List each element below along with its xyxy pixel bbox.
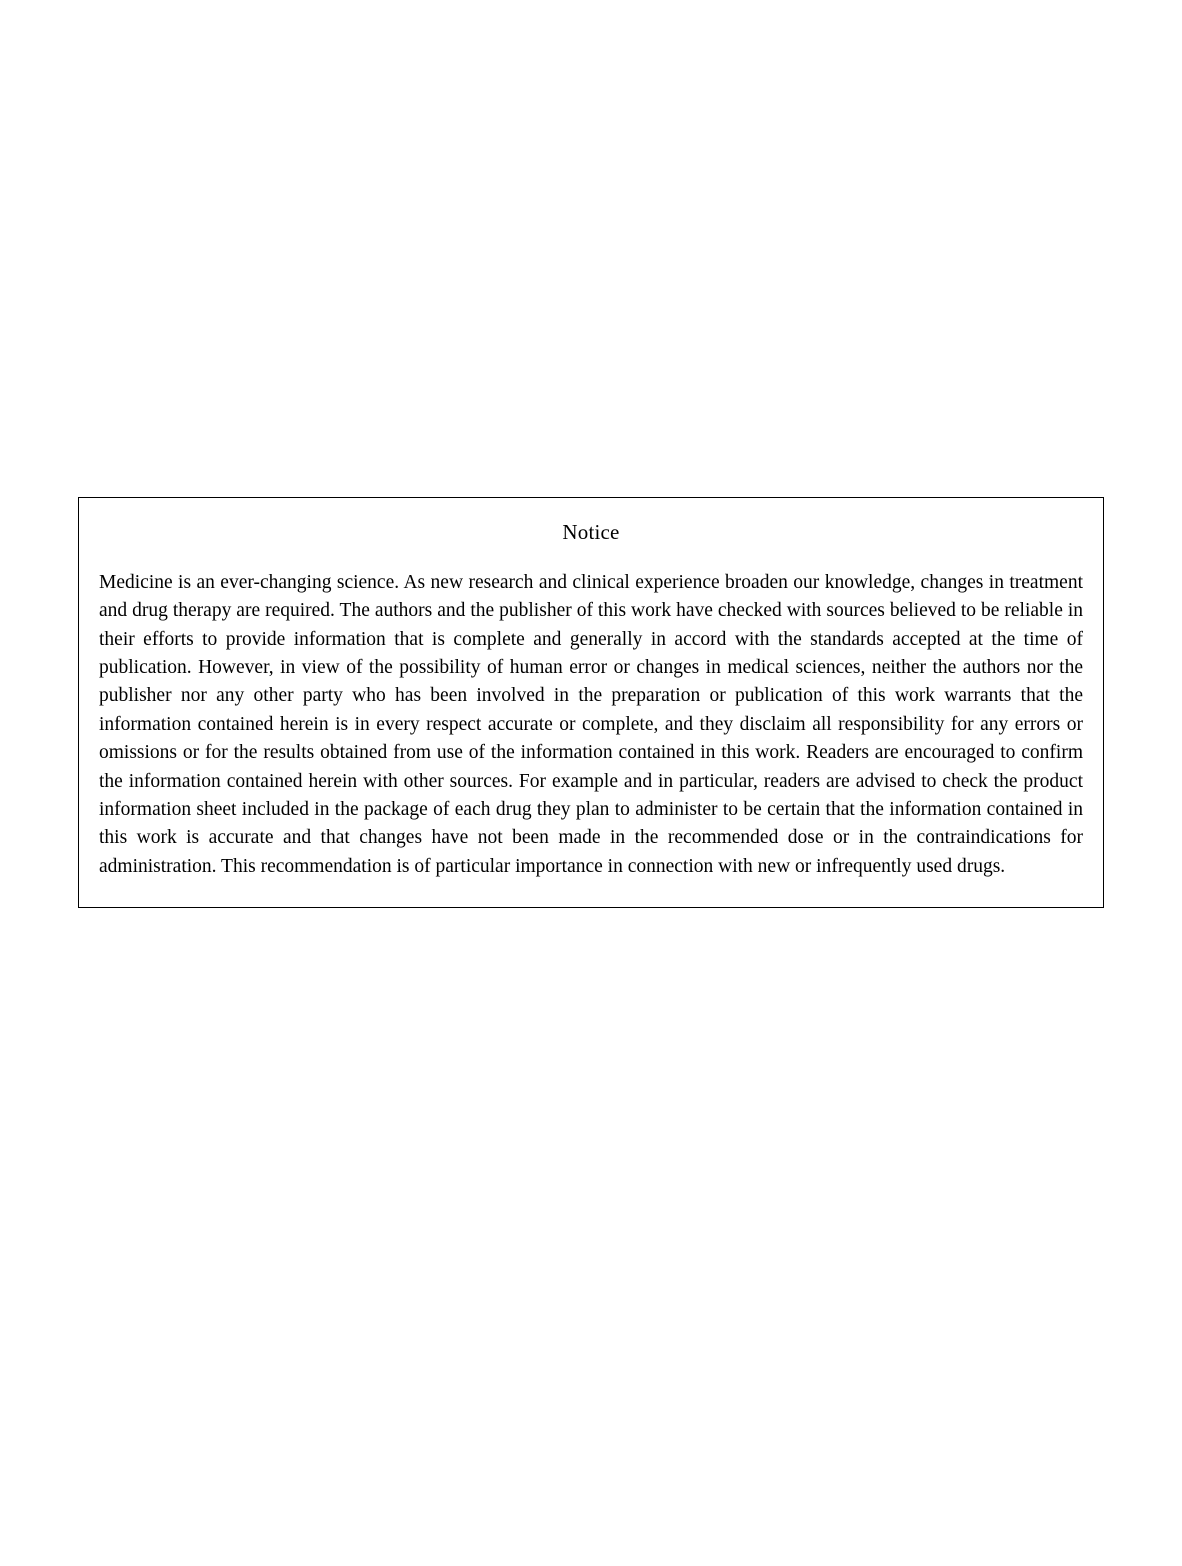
notice-body-text: Medicine is an ever-changing science. As new research and clinical experience broaden our knowledge, changes in treatment and drug therapy are required. The authors and the publisher of this work have checked with sources believed to be reliable in their efforts to provide information that is complete and generally in accord with the standards accepted at the time of publication. However, in view of the possibility of human error or changes in medical sciences, neither the authors nor the publisher nor any other party who has been involved in the preparation or publication of this work warrants that the information contained herein is in every respect accurate or complete, and they disclaim all responsibility for any errors or omissions or for the results obtained from use of the information contained in this work. Readers are encouraged to confirm the information contained herein with other sources. For example and in particular, readers are advised to check the product information sheet included in the package of each drug they plan to administer to be certain that the information contained in this work is accurate and that changes have not been made in the recommended dose or in the contraindications for administration. This recommendation is of particular importance in connection with new or infrequently used drugs. xyxy=(99,572,1083,877)
notice-box xyxy=(78,497,1104,908)
notice-title: Notice xyxy=(562,520,620,544)
